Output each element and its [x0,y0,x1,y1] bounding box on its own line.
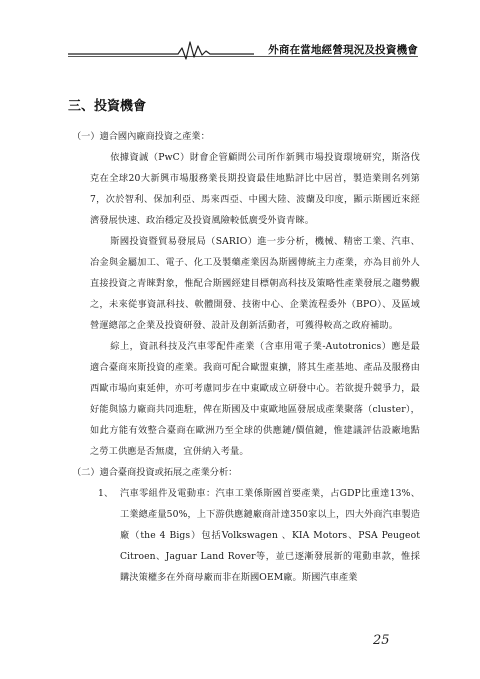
paragraph-pwc: 依據資誠（PwC）財會企管顧問公司所作新興市場投資環境研究，斯洛伐克在全球20大新興市場服務業長期投資最佳地點評比中居首，製造業則名列第7，次於智利、保加利亞、馬來西亞、中國大陸、波蘭及印度，顯示斯國近來經濟發展快速、政治穩定及投資風險較低廣受外資青睞。 [90,152,420,226]
subsection-heading-1: （一）適合國內廠商投資之產業： [72,131,210,142]
list-item-text: 汽車零組件及電動車：汽車工業係斯國首要產業，占GDP比重達13%、工業總產量50%，上下游供應鏈廠商計達350家以上，四大外商汽車製造廠（the 4 Bigs）包括Volkswagen 、KIA Motors、PSA Peugeot Citroen、Jaguar Land Rover等，並已逐漸發展新的電動車款，惟採購決策權多在外商母廠而非在斯國OEM廠。斯國汽車產業 [120,488,420,583]
section-heading: 三、投資機會 [68,99,147,114]
subsection-heading-2: （二）適合臺商投資或拓展之產業分析： [72,467,238,478]
page-header [68,38,418,60]
paragraph-summary: 綜上，資訊科技及汽車零配件產業（含車用電子業-Autotronics）應是最適合臺商來斯投資的產業。我商可配合歐盟東擴，將其生產基地、產品及服務由西歐市場向東延伸，亦可考慮同步在中東歐成立研發中心。若欲提升競爭力，最好能與協力廠商共同進駐，俾在斯國及中東歐地區發展成產業聚落（cluster），如此方能有效整合臺商在歐洲乃至全球的供應鏈/價值鏈，惟建議評估設廠地點之勞工供應是否無虞，宜併納入考量。 [90,341,420,457]
paragraph-sario: 斯國投資暨貿易發展局（SARIO）進一步分析，機械、精密工業、汽車、冶金與金屬加工、電子、化工及製藥產業因為斯國傳統主力產業，亦為目前外人直接投資之青睞對象，惟配合斯國經建目標朝高科技及策略性產業發展之趨勢觀之，未來從事資訊科技、軟體開發、技術中心、企業流程委外（BPO）、及區域營運總部之企業及投資研發、設計及創新活動者，可獲得較高之政府補助。 [90,236,420,331]
list-item [68,483,420,588]
page-number: 25 [373,633,390,648]
running-header-title: 外商在當地經營現況及投資機會 [268,44,418,56]
list-item-number: 1、 [98,488,114,499]
body-content [68,126,420,588]
